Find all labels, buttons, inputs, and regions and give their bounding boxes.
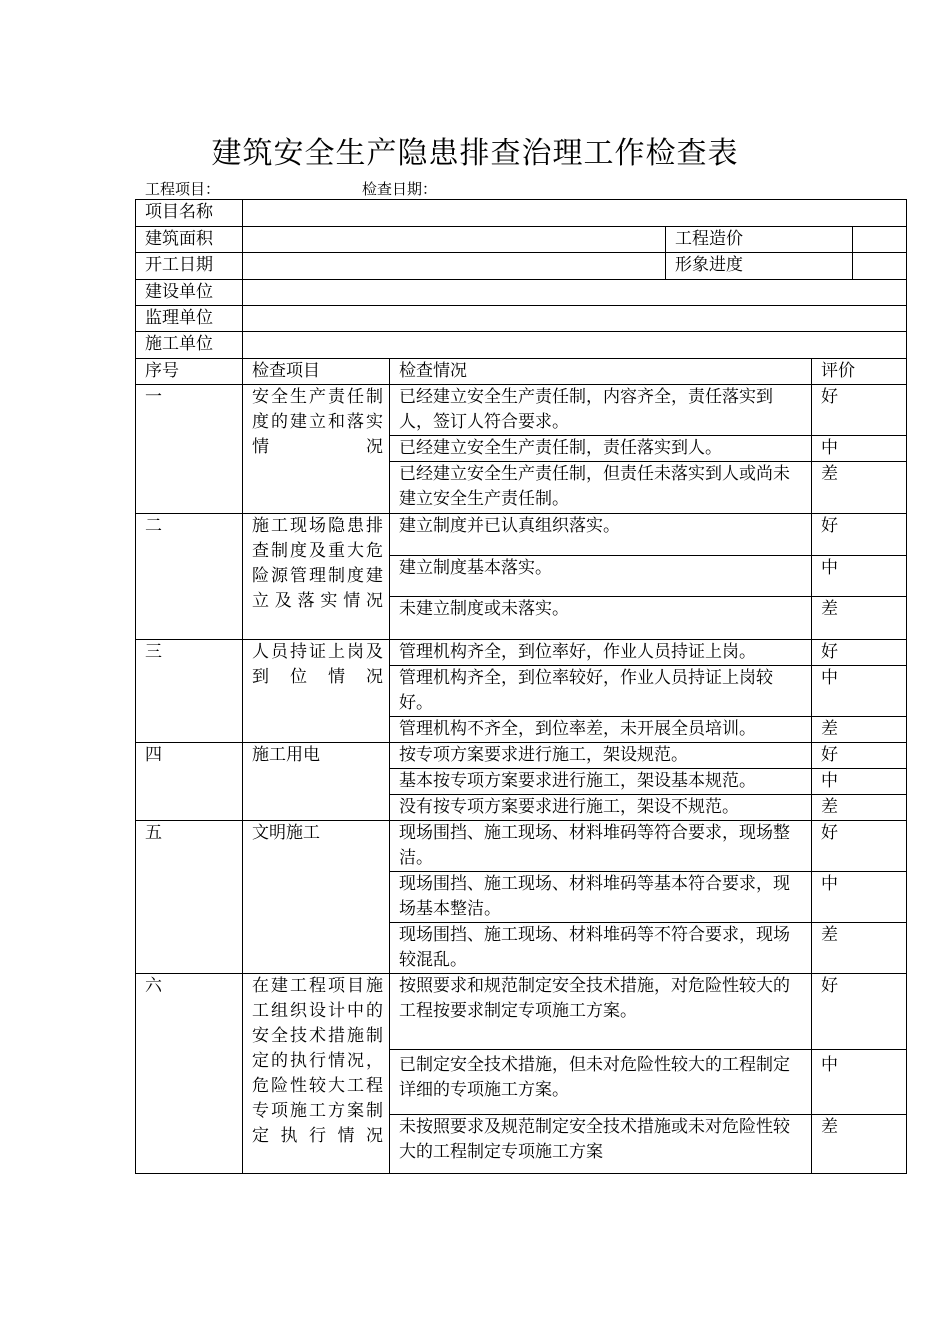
- situation-text: 已经建立安全生产责任制，责任落实到人。: [390, 436, 812, 462]
- rating-value: 好: [812, 743, 907, 769]
- rating-value: 好: [812, 514, 907, 556]
- table-row: [136, 821, 907, 872]
- situation-text: 未建立制度或未落实。: [390, 597, 812, 640]
- section-seq: 四: [136, 743, 243, 821]
- construction-unit-field[interactable]: [243, 332, 907, 359]
- progress-cell: [666, 253, 907, 280]
- rating-value: 差: [812, 597, 907, 640]
- situation-text: 管理机构齐全，到位率好，作业人员持证上岗。: [390, 640, 812, 666]
- supervision-unit-label: 监理单位: [136, 306, 243, 332]
- rating-value: 中: [812, 872, 907, 923]
- progress-field[interactable]: [853, 253, 906, 279]
- info-row-construction: [136, 332, 907, 359]
- start-date-label: 开工日期: [136, 253, 243, 280]
- situation-text: 管理机构不齐全，到位率差，未开展全员培训。: [390, 717, 812, 743]
- situation-text: 基本按专项方案要求进行施工，架设基本规范。: [390, 769, 812, 795]
- rating-value: 中: [812, 769, 907, 795]
- situation-text: 已经建立安全生产责任制，但责任未落实到人或尚未建立安全生产责任制。: [390, 462, 812, 514]
- section-seq: 六: [136, 974, 243, 1174]
- info-row-project-name: [136, 200, 907, 227]
- item-header: 检查项目: [243, 359, 390, 385]
- project-cost-label: 工程造价: [666, 227, 853, 252]
- section-item: 在建工程项目施工组织设计中的安全技术措施制定的执行情况，危险性较大工程专项施工方案制定执行情况: [243, 974, 390, 1174]
- rating-value: 好: [812, 385, 907, 436]
- table-row: [136, 640, 907, 666]
- situation-text: 按专项方案要求进行施工，架设规范。: [390, 743, 812, 769]
- table-row: [136, 514, 907, 556]
- rating-value: 差: [812, 923, 907, 974]
- project-cost-field[interactable]: [853, 227, 906, 252]
- table-row: [136, 385, 907, 436]
- building-area-field[interactable]: [243, 227, 666, 253]
- situation-text: 现场围挡、施工现场、材料堆码等不符合要求，现场较混乱。: [390, 923, 812, 974]
- section-item: 施工用电: [243, 743, 390, 821]
- page-title: 建筑安全生产隐患排查治理工作检查表: [211, 136, 739, 171]
- situation-text: 未按照要求及规范制定安全技术措施或未对危险性较大的工程制定专项施工方案: [390, 1115, 812, 1174]
- section-item: 文明施工: [243, 821, 390, 974]
- rating-value: 中: [812, 666, 907, 717]
- rating-value: 差: [812, 717, 907, 743]
- info-row-start-progress: [136, 253, 907, 280]
- situation-text: 已经建立安全生产责任制，内容齐全，责任落实到人，签订人符合要求。: [390, 385, 812, 436]
- rating-value: 中: [812, 436, 907, 462]
- rating-value: 差: [812, 795, 907, 821]
- cost-cell: [666, 227, 907, 253]
- project-name-label: 项目名称: [136, 200, 243, 227]
- rating-value: 好: [812, 974, 907, 1050]
- info-row-owner: [136, 280, 907, 306]
- rating-value: 中: [812, 1050, 907, 1115]
- construction-unit-label: 施工单位: [136, 332, 243, 359]
- table-row: [136, 743, 907, 769]
- section-seq: 二: [136, 514, 243, 640]
- situation-text: 没有按专项方案要求进行施工，架设不规范。: [390, 795, 812, 821]
- info-row-area-cost: [136, 227, 907, 253]
- situation-text: 现场围挡、施工现场、材料堆码等基本符合要求，现场基本整洁。: [390, 872, 812, 923]
- situation-text: 现场围挡、施工现场、材料堆码等符合要求，现场整洁。: [390, 821, 812, 872]
- section-item: 安全生产责任制度的建立和落实情况: [243, 385, 390, 514]
- situation-header: 检查情况: [390, 359, 812, 385]
- project-label: 工程项目：: [145, 180, 221, 198]
- section-item: 人员持证上岗及到位情况: [243, 640, 390, 743]
- progress-label: 形象进度: [666, 253, 853, 279]
- info-row-supervision: [136, 306, 907, 332]
- rating-value: 差: [812, 1115, 907, 1174]
- situation-text: 建立制度并已认真组织落实。: [390, 514, 812, 556]
- situation-text: 管理机构齐全，到位率较好，作业人员持证上岗较好。: [390, 666, 812, 717]
- rating-value: 好: [812, 640, 907, 666]
- supervision-unit-field[interactable]: [243, 306, 907, 332]
- seq-header: 序号: [136, 359, 243, 385]
- project-name-field[interactable]: [243, 200, 907, 227]
- building-area-label: 建筑面积: [136, 227, 243, 253]
- inspection-table: [135, 199, 907, 1174]
- section-item: 施工现场隐患排查制度及重大危险源管理制度建立及落实情况: [243, 514, 390, 640]
- inspection-date-label: 检查日期：: [362, 180, 438, 198]
- section-seq: 三: [136, 640, 243, 743]
- situation-text: 建立制度基本落实。: [390, 556, 812, 597]
- section-seq: 五: [136, 821, 243, 974]
- rating-header: 评价: [812, 359, 907, 385]
- rating-value: 中: [812, 556, 907, 597]
- section-seq: 一: [136, 385, 243, 514]
- rating-value: 差: [812, 462, 907, 514]
- situation-text: 已制定安全技术措施，但未对危险性较大的工程制定详细的专项施工方案。: [390, 1050, 812, 1115]
- rating-value: 好: [812, 821, 907, 872]
- header-row: [136, 359, 907, 385]
- owner-unit-label: 建设单位: [136, 280, 243, 306]
- start-date-field[interactable]: [243, 253, 666, 280]
- owner-unit-field[interactable]: [243, 280, 907, 306]
- table-row: [136, 974, 907, 1050]
- situation-text: 按照要求和规范制定安全技术措施，对危险性较大的工程按要求制定专项施工方案。: [390, 974, 812, 1050]
